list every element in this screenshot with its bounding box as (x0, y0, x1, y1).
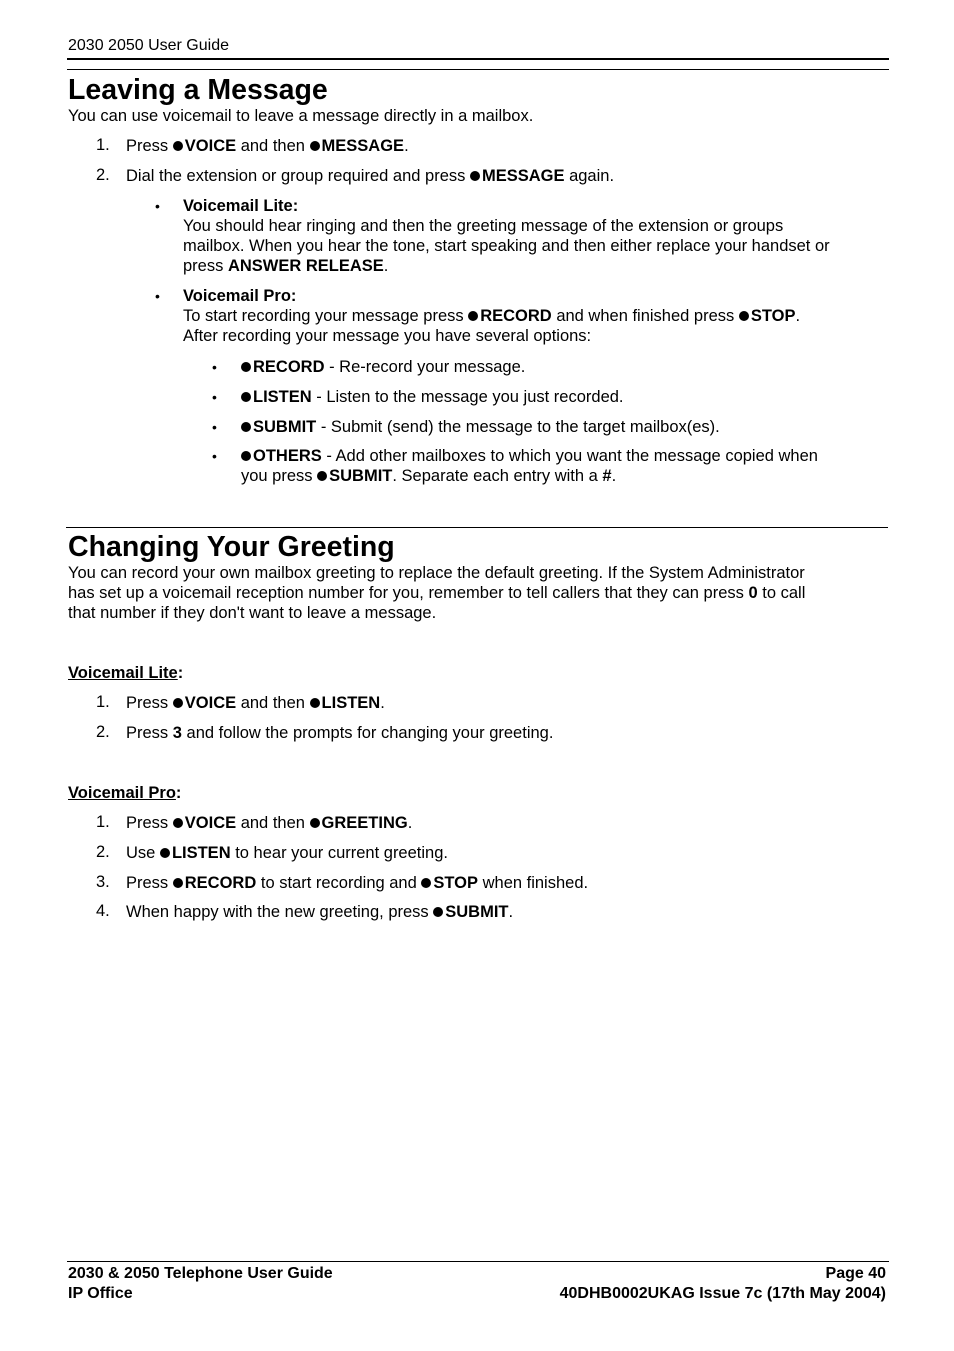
button-dot-icon (173, 878, 183, 888)
section2-pro-step2: Use LISTEN to hear your current greeting. (126, 844, 448, 862)
button-dot-icon (470, 171, 480, 181)
button-dot-icon (160, 848, 170, 858)
button-dot-icon (310, 818, 320, 828)
button-dot-icon (241, 362, 251, 372)
button-dot-icon (421, 878, 431, 888)
section-divider (66, 527, 888, 528)
bullet-icon: • (212, 359, 217, 375)
button-dot-icon (739, 311, 749, 321)
section-title-changing-greeting: Changing Your Greeting (68, 531, 395, 563)
subheading-voicemail-lite: Voicemail Lite: (68, 664, 184, 682)
button-dot-icon (433, 907, 443, 917)
section2-pro-step3: Press RECORD to start recording and STOP when finished. (126, 874, 589, 892)
step-number: 1. (96, 813, 110, 831)
section2-pro-step1: Press VOICE and then GREETING. (126, 814, 413, 832)
footer-page-number: Page 40 (825, 1265, 886, 1282)
section-title-leaving-message: Leaving a Message (68, 74, 328, 106)
section1-intro: You can use voicemail to leave a message directly in a mailbox. (68, 107, 534, 125)
bullet-icon: • (155, 198, 160, 214)
step-number: 3. (96, 873, 110, 891)
lite-heading: Voicemail Lite: (183, 197, 299, 215)
button-dot-icon (468, 311, 478, 321)
bullet-icon: • (155, 288, 160, 304)
button-dot-icon (173, 698, 183, 708)
step-number: 4. (96, 902, 110, 920)
subheading-voicemail-pro: Voicemail Pro: (68, 784, 182, 802)
bullet-icon: • (212, 389, 217, 405)
running-header: 2030 2050 User Guide (68, 37, 229, 54)
section2-intro: You can record your own mailbox greeting to replace the default greeting. If the System Administrator has set up a voicemail reception number for you, remember to tell callers that they can press 0 to call that number if they don't want to leave a message. (68, 564, 806, 622)
step-number: 2. (96, 166, 110, 184)
section1-step1: Press VOICE and then MESSAGE. (126, 137, 409, 155)
option-submit: SUBMIT - Submit (send) the message to the target mailbox(es). (241, 417, 941, 437)
section2-pro-step4: When happy with the new greeting, press SUBMIT. (126, 903, 514, 921)
option-listen: LISTEN - Listen to the message you just recorded. (241, 387, 941, 407)
header-rule-top (67, 58, 889, 60)
option-others: OTHERS - Add other mailboxes to which you want the message copied when you press SUBMIT. Separate each entry with a #. (241, 447, 818, 485)
button-dot-icon (310, 141, 320, 151)
button-dot-icon (241, 392, 251, 402)
button-dot-icon (310, 698, 320, 708)
bullet-icon: • (212, 419, 217, 435)
footer-left-title: 2030 & 2050 Telephone User Guide (68, 1265, 333, 1282)
button-dot-icon (317, 471, 327, 481)
option-record: RECORD - Re-record your message. (241, 357, 941, 377)
header-rule-bottom (67, 69, 889, 70)
footer-rule (67, 1261, 889, 1262)
section2-lite-step2: Press 3 and follow the prompts for changing your greeting. (126, 724, 554, 742)
section1-step2: Dial the extension or group required and press MESSAGE again. (126, 167, 615, 185)
section1-pro-block: Voicemail Pro: To start recording your message press RECORD and when finished press STOP. After recording your message you have several options: (183, 287, 801, 345)
footer-left-product: IP Office (68, 1285, 133, 1302)
footer-issue: 40DHB0002UKAG Issue 7c (17th May 2004) (559, 1285, 886, 1302)
step-number: 1. (96, 693, 110, 711)
pro-heading: Voicemail Pro: (183, 287, 297, 305)
button-dot-icon (173, 141, 183, 151)
section1-lite-block: Voicemail Lite: You should hear ringing and then the greeting message of the extension or groups mailbox. When you hear the tone, start speaking and then either replace your handset or press ANSWER RELEASE. (183, 197, 830, 275)
step-number: 2. (96, 843, 110, 861)
button-dot-icon (241, 451, 251, 461)
step-number: 2. (96, 723, 110, 741)
section2-lite-step1: Press VOICE and then LISTEN. (126, 694, 385, 712)
step-number: 1. (96, 136, 110, 154)
button-dot-icon (241, 422, 251, 432)
bullet-icon: • (212, 448, 217, 464)
button-dot-icon (173, 818, 183, 828)
